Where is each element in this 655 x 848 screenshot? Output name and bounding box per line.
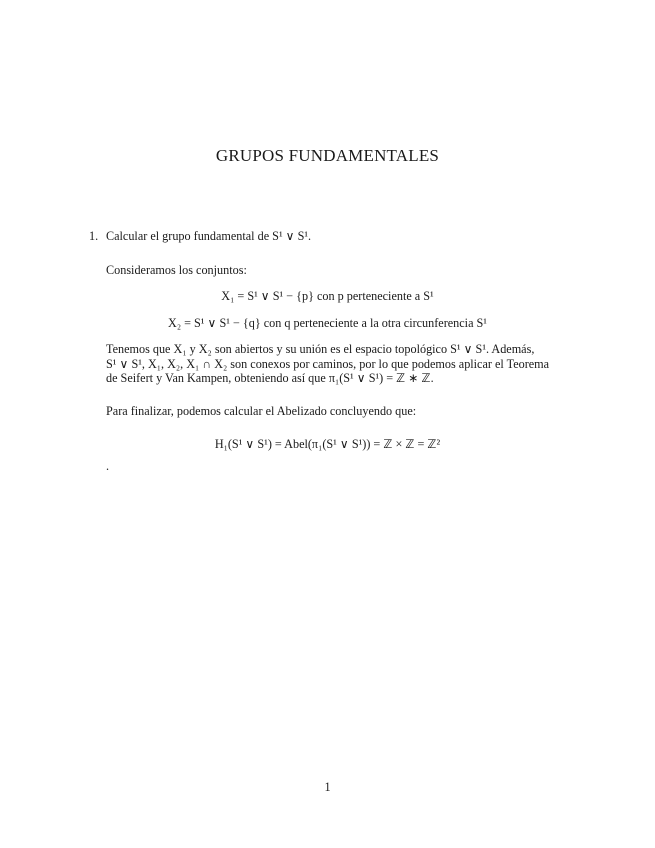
equation-x2: X₂ = S¹ ∨ S¹ − {q} con q perteneciente a la otra circunferencia S¹ <box>168 316 487 330</box>
document-title: GRUPOS FUNDAMENTALES <box>215 146 440 165</box>
exercise-number: 1. <box>89 229 99 243</box>
page-number: 1 <box>324 780 331 794</box>
paragraph-line-1: Tenemos que X₁ y X₂ son abiertos y su unión es el espacio topológico S¹ ∨ S¹. Además, <box>106 342 535 356</box>
intro-text: Consideramos los conjuntos: <box>106 263 247 277</box>
paragraph-line-3: de Seifert y Van Kampen, obteniendo así que π₁(S¹ ∨ S¹) = ℤ ∗ ℤ. <box>106 371 434 385</box>
equation-homology: H₁(S¹ ∨ S¹) = Abel(π₁(S¹ ∨ S¹)) = ℤ × ℤ = ℤ² <box>214 437 441 451</box>
equation-x1: X₁ = S¹ ∨ S¹ − {p} con p perteneciente a S¹ <box>221 289 434 303</box>
paragraph-line-2: S¹ ∨ S¹, X₁, X₂, X₁ ∩ X₂ son conexos por caminos, por lo que podemos aplicar el Teorema <box>106 357 550 371</box>
exercise-statement: Calcular el grupo fundamental de S¹ ∨ S¹. <box>106 229 312 243</box>
trailing-dot: . <box>106 459 110 473</box>
conclusion-text: Para finalizar, podemos calcular el Abelizado concluyendo que: <box>106 404 417 418</box>
